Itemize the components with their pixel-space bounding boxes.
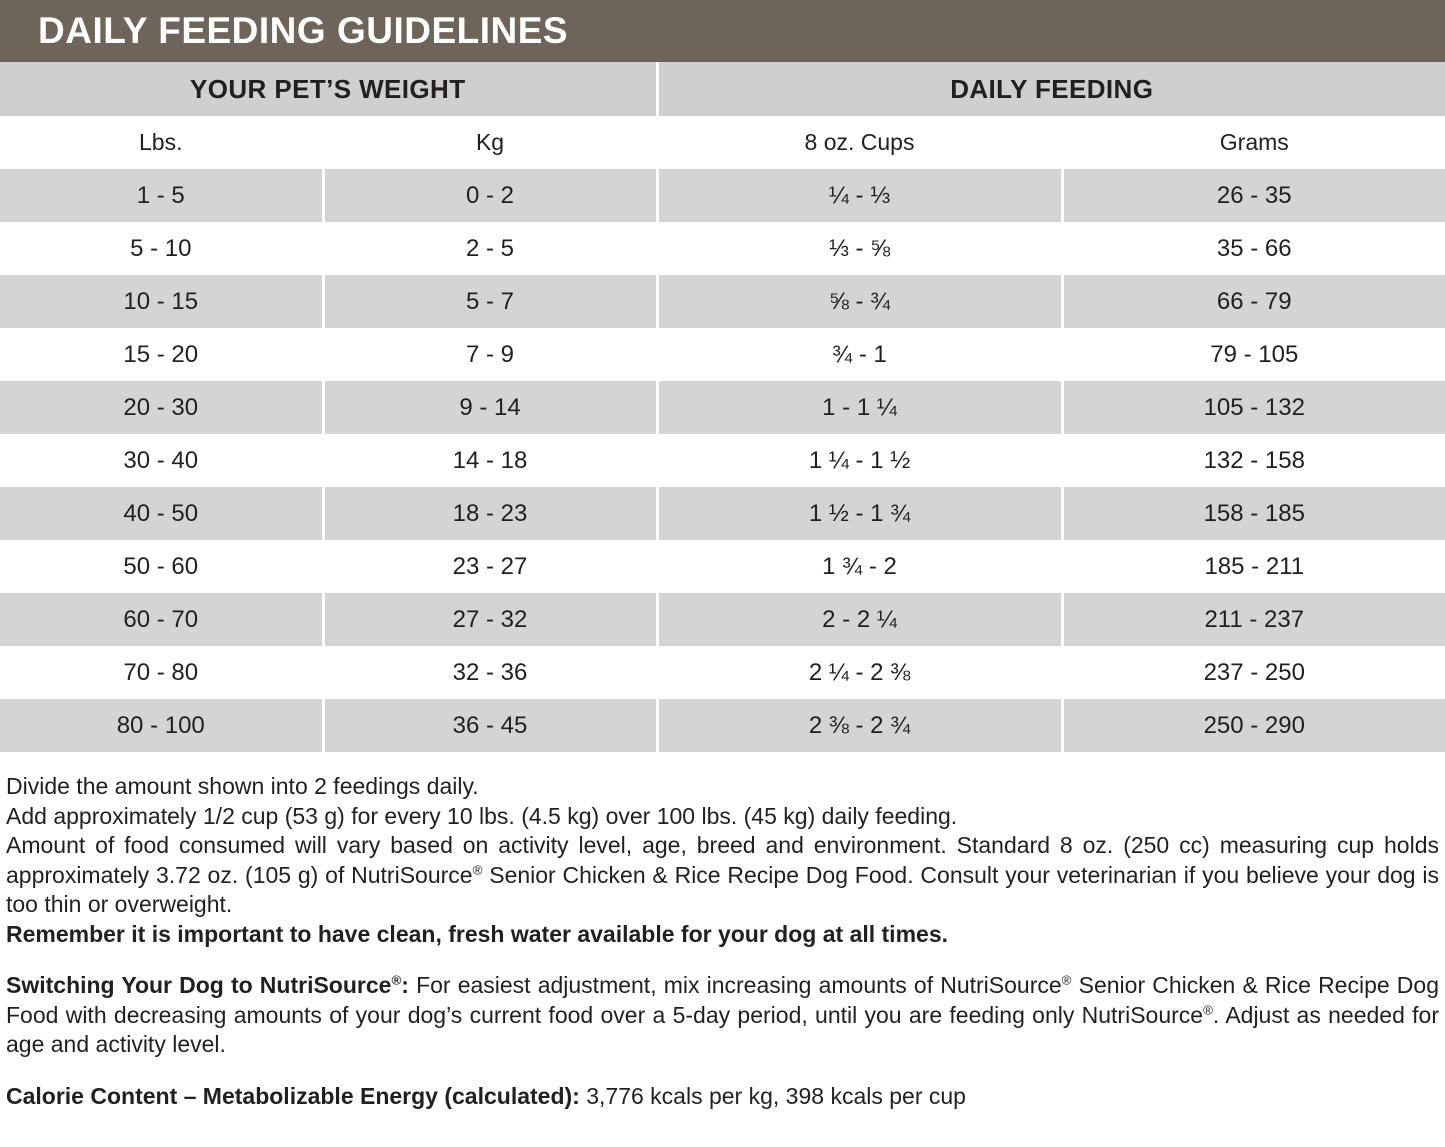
cell-kg: 0 - 2 [323,169,657,222]
cell-cups: 2 - 2 ¼ [657,593,1062,646]
cell-lbs: 60 - 70 [0,593,323,646]
note-switching-body-1: For easiest adjustment, mix increasing amounts of NutriSource [408,972,1062,998]
table-row [0,381,1445,434]
cell-kg: 32 - 36 [323,646,657,699]
note-switching [6,971,1439,1060]
table-row [0,699,1445,752]
cell-grams: 237 - 250 [1062,646,1445,699]
note-divide-feedings: Divide the amount shown into 2 feedings daily. [6,773,479,799]
cell-grams: 132 - 158 [1062,434,1445,487]
table-row [0,646,1445,699]
column-header-cups: 8 oz. Cups [657,116,1062,169]
registered-mark-icon: ® [472,861,483,877]
cell-kg: 7 - 9 [323,328,657,381]
cell-cups: ⅓ - ⅝ [657,222,1062,275]
cell-kg: 5 - 7 [323,275,657,328]
cell-grams: 185 - 211 [1062,540,1445,593]
table-row [0,328,1445,381]
column-header-lbs: Lbs. [0,116,323,169]
note-switching-label: Switching Your Dog to NutriSource [6,972,392,998]
table-head [0,62,1445,169]
cell-grams: 250 - 290 [1062,699,1445,752]
calorie-content-value: 3,776 kcals per kg, 398 kcals per cup [579,1082,966,1109]
table-row [0,222,1445,275]
cell-cups: ¼ - ⅓ [657,169,1062,222]
notes-spacer [6,1060,1439,1082]
cell-kg: 27 - 32 [323,593,657,646]
column-header-kg: Kg [323,116,657,169]
group-header-feeding: DAILY FEEDING [657,62,1445,116]
cell-kg: 36 - 45 [323,699,657,752]
cell-lbs: 15 - 20 [0,328,323,381]
cell-lbs: 1 - 5 [0,169,323,222]
cell-cups: 1 ¾ - 2 [657,540,1062,593]
page-title-bar [0,0,1445,62]
table-row [0,169,1445,222]
table-row [0,540,1445,593]
cell-lbs: 30 - 40 [0,434,323,487]
cell-cups: 1 ½ - 1 ¾ [657,487,1062,540]
cell-kg: 18 - 23 [323,487,657,540]
cell-cups: ¾ - 1 [657,328,1062,381]
note-amount-consumed-part2: Senior Chicken & Rice Recipe Dog Food. Consult your veterinarian if you believe your dog is too thin or overweight. [6,861,1439,917]
calorie-content-label: Calorie Content – Metabolizable Energy (calculated): [6,1082,580,1109]
table-body [0,169,1445,752]
note-fresh-water: Remember it is important to have clean, fresh water available for your dog at all times. [6,920,949,947]
registered-mark-icon: ® [391,972,402,988]
table-row [0,434,1445,487]
cell-grams: 26 - 35 [1062,169,1445,222]
registered-mark-icon: ® [1061,972,1072,988]
table-row [0,275,1445,328]
notes-spacer [6,949,1439,971]
registered-mark-icon: ® [1203,1001,1213,1017]
cell-cups: 1 ¼ - 1 ½ [657,434,1062,487]
column-header-row [0,116,1445,169]
cell-lbs: 5 - 10 [0,222,323,275]
cell-kg: 14 - 18 [323,434,657,487]
page-title: DAILY FEEDING GUIDELINES [38,10,569,51]
note-switching-label-tail: : [401,972,409,998]
cell-lbs: 10 - 15 [0,275,323,328]
cell-lbs: 80 - 100 [0,699,323,752]
cell-grams: 35 - 66 [1062,222,1445,275]
cell-grams: 105 - 132 [1062,381,1445,434]
cell-lbs: 40 - 50 [0,487,323,540]
note-switching-body-3: . Adjust as needed for age and activity level. [6,1001,1439,1057]
table-row [0,487,1445,540]
notes-section [0,752,1445,1111]
cell-cups: 1 - 1 ¼ [657,381,1062,434]
cell-grams: 211 - 237 [1062,593,1445,646]
note-switching-body-2: Senior Chicken & Rice Recipe Dog Food with decreasing amounts of your dog’s current food over a 5-day period, until you are feeding only NutriSource [6,972,1439,1028]
note-calorie-content [6,1082,1439,1112]
cell-cups: ⅝ - ¾ [657,275,1062,328]
cell-lbs: 20 - 30 [0,381,323,434]
cell-kg: 9 - 14 [323,381,657,434]
cell-cups: 2 ⅜ - 2 ¾ [657,699,1062,752]
note-amount-consumed [6,831,1439,920]
cell-cups: 2 ¼ - 2 ⅜ [657,646,1062,699]
group-header-weight: YOUR PET’S WEIGHT [0,62,657,116]
column-header-grams: Grams [1062,116,1445,169]
table-row [0,593,1445,646]
note-add-approximately: Add approximately 1/2 cup (53 g) for every 10 lbs. (4.5 kg) over 100 lbs. (45 kg) daily feeding. [6,802,958,829]
cell-grams: 66 - 79 [1062,275,1445,328]
feeding-table [0,62,1445,752]
group-header-row [0,62,1445,116]
cell-lbs: 50 - 60 [0,540,323,593]
note-amount-consumed-part1: Amount of food consumed will vary based on activity level, age, breed and environment. Standard 8 oz. (250 cc) measuring cup holds approximately 3.72 oz. (105 g) of NutriSource [6,832,1439,888]
cell-kg: 23 - 27 [323,540,657,593]
cell-lbs: 70 - 80 [0,646,323,699]
cell-kg: 2 - 5 [323,222,657,275]
cell-grams: 158 - 185 [1062,487,1445,540]
cell-grams: 79 - 105 [1062,328,1445,381]
